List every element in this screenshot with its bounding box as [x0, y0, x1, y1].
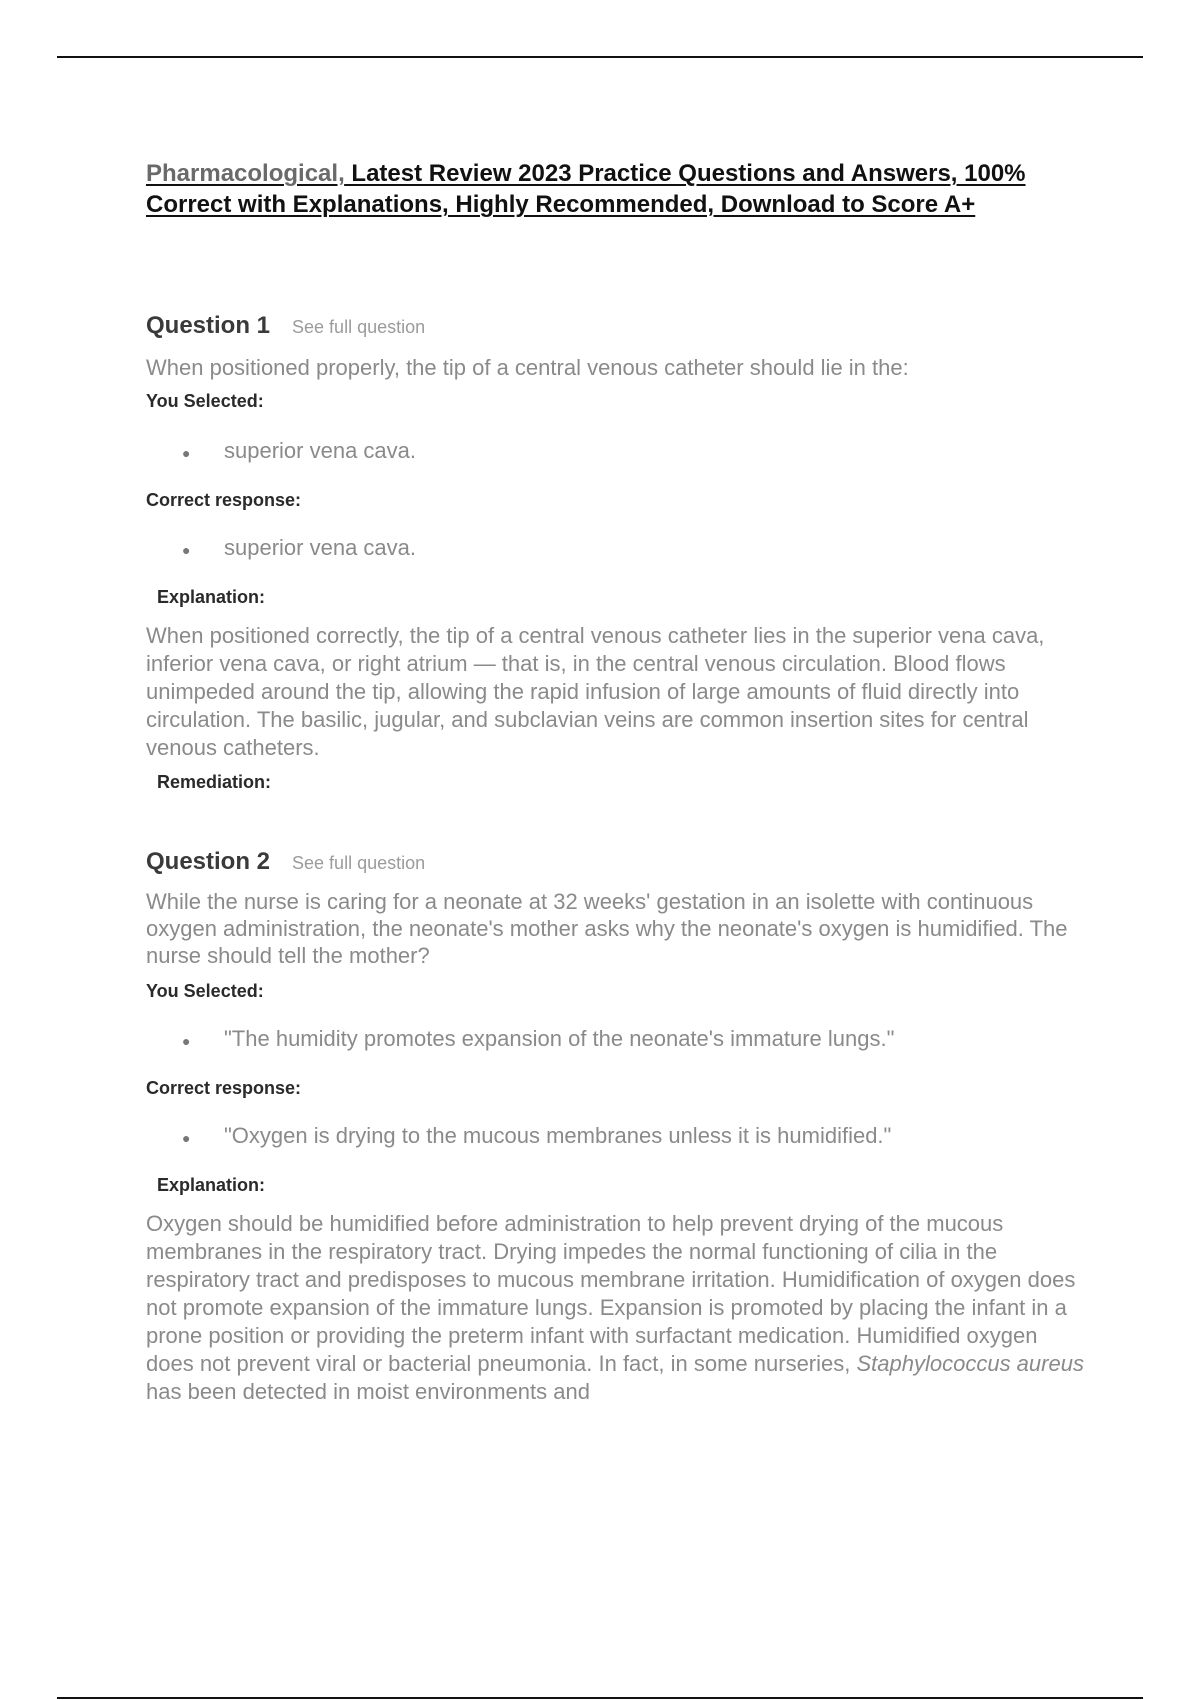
question-2-selected-text: "The humidity promotes expansion of the neonate's immature lungs." — [224, 1026, 895, 1051]
question-2-text: While the nurse is caring for a neonate at 32 weeks' gestation in an isolette with continuous oxygen administration, the neonate's mother asks why the neonate's oxygen is humidified. The nurse should tell the mother? — [146, 889, 1068, 968]
question-1-selected-answer — [146, 438, 1086, 464]
question-2-explanation-text-2: has been detected in moist environments and — [146, 1379, 590, 1404]
document-title-part2: Latest Review 2023 Practice Questions and Answers, 100% Correct with Explanations, Highly Recommended, Download to Score A+ — [146, 160, 1026, 218]
document-title — [146, 158, 1086, 220]
question-2-explanation — [146, 1210, 1086, 1406]
document-body — [146, 158, 1086, 1404]
bullet-icon: ● — [182, 1130, 191, 1146]
question-2-selected-answer — [146, 1026, 1086, 1052]
question-1-selected-text: superior vena cava. — [224, 438, 416, 463]
question-2-title: Question 2 — [146, 848, 271, 875]
question-2-correct-text: "Oxygen is drying to the mucous membranes unless it is humidified." — [224, 1123, 892, 1148]
document-title-part1: Pharmacological, — [146, 160, 345, 187]
top-rule — [57, 56, 1143, 58]
question-2-explanation-label: Explanation: — [157, 1175, 266, 1195]
question-1-explanation: When positioned correctly, the tip of a central venous catheter lies in the superior vena cava, inferior vena cava, or right atrium — that is, in the central venous circulation. Blood flows unimpeded around the tip, allowing the rapid infusion of large amounts of fluid directly into circulation. The basilic, jugular, and subclavian veins are common insertion sites for central venous catheters. — [146, 623, 1045, 760]
question-2-explanation-text-1: Oxygen should be humidified before administration to help prevent drying of the mucous membranes in the respiratory tract. Drying impedes the normal functioning of cilia in the respiratory tract and predisposes to mucous membrane irritation. Humidification of oxygen does not promote expansion of the immature lungs. Expansion is promoted by placing the infant in a prone position or providing the preterm infant with surfactant medication. Humidified oxygen does not prevent viral or bacterial pneumonia. In fact, in some nurseries, — [146, 1211, 1076, 1376]
question-1-title: Question 1 — [146, 312, 271, 339]
question-2-correct-label: Correct response: — [146, 1078, 302, 1098]
bullet-icon: ● — [182, 445, 191, 461]
question-1 — [146, 312, 1086, 793]
question-2-you-selected-label: You Selected: — [146, 981, 264, 1001]
question-1-correct-label: Correct response: — [146, 490, 302, 510]
question-1-remediation-label: Remediation: — [157, 772, 272, 792]
question-1-correct-text: superior vena cava. — [224, 535, 416, 560]
question-1-correct-answer — [146, 535, 1086, 561]
question-1-header — [146, 312, 1086, 340]
question-2-see-full-link[interactable]: See full question — [292, 853, 426, 873]
question-2-correct-answer — [146, 1123, 1086, 1149]
question-1-explanation-label: Explanation: — [157, 587, 266, 607]
bottom-rule — [57, 1697, 1143, 1699]
question-1-you-selected-label: You Selected: — [146, 391, 264, 411]
question-2-explanation-italic: Staphylococcus aureus — [856, 1351, 1084, 1376]
question-1-text: When positioned properly, the tip of a central venous catheter should lie in the: — [146, 355, 909, 380]
question-2 — [146, 848, 1086, 1406]
question-1-see-full-link[interactable]: See full question — [292, 317, 426, 337]
bullet-icon: ● — [182, 542, 191, 558]
question-2-header — [146, 848, 1086, 876]
bullet-icon: ● — [182, 1033, 191, 1049]
